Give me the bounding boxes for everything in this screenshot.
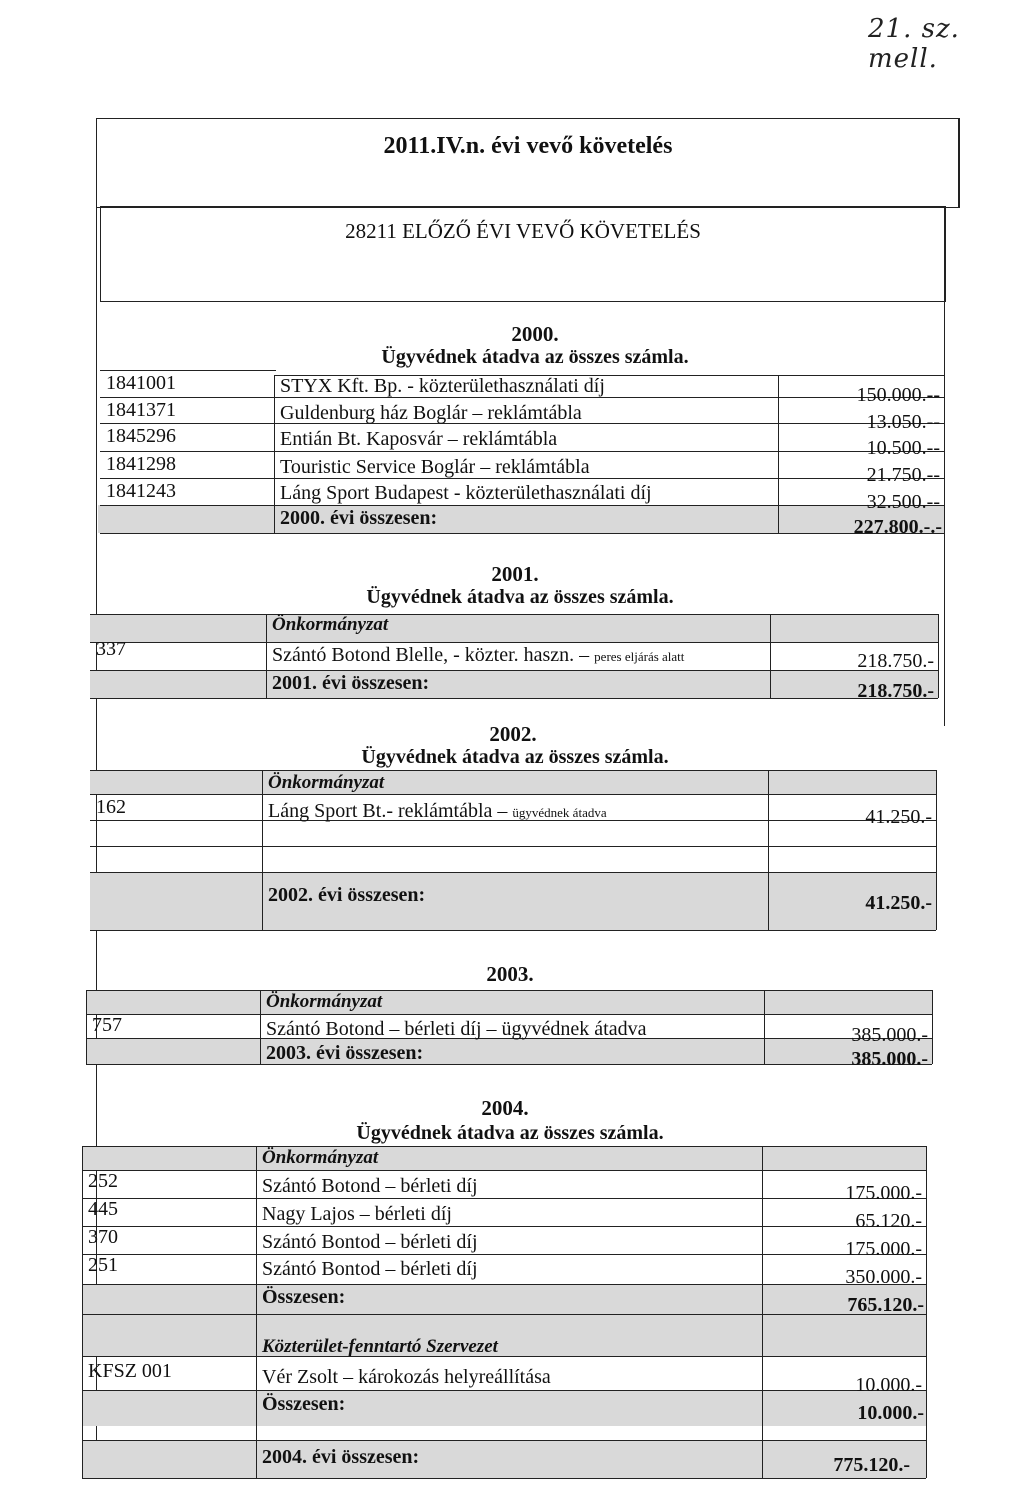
- invoice-description: Láng Sport Budapest - közterülethasználati díj: [280, 482, 652, 504]
- invoice-code: 337: [96, 638, 126, 660]
- invoice-code: 1845296: [106, 425, 176, 447]
- total-amount: 227.800.-.-: [853, 516, 942, 538]
- year-2001-heading: 2001.: [491, 562, 539, 586]
- invoice-description: Szántó Botond – bérleti díj – ügyvédnek átadva: [266, 1018, 647, 1040]
- invoice-code: 162: [96, 796, 126, 818]
- invoice-description: [268, 800, 607, 824]
- subtitle-box: [100, 206, 946, 302]
- invoice-description: STYX Kft. Bp. - közterülethasználati díj: [280, 375, 605, 397]
- invoice-code: 251: [88, 1254, 118, 1276]
- description-note: peres eljárás alatt: [594, 649, 685, 664]
- year-2003-heading: 2003.: [486, 962, 534, 986]
- invoice-amount: 10.500.--: [866, 437, 940, 459]
- section-label: Önkormányzat: [272, 614, 389, 635]
- invoice-description: Touristic Service Boglár – reklámtábla: [280, 456, 590, 478]
- invoice-amount: 10.000.-: [855, 1374, 922, 1396]
- section-label: Önkormányzat: [262, 1147, 379, 1168]
- total-label: 2001. évi összesen:: [272, 672, 430, 694]
- year-2004-note: Ügyvédnek átadva az összes számla.: [356, 1122, 664, 1144]
- invoice-code: 370: [88, 1226, 118, 1248]
- invoice-description: Szántó Bontod – bérleti díj: [262, 1258, 478, 1280]
- year-2002-heading: 2002.: [489, 722, 537, 746]
- invoice-amount: 32.500.--: [866, 491, 940, 513]
- invoice-amount: 65.120.-: [855, 1210, 922, 1232]
- invoice-code: 252: [88, 1170, 118, 1192]
- year-2000-note: Ügyvédnek átadva az összes számla.: [381, 346, 689, 368]
- year-2004-heading: 2004.: [481, 1096, 529, 1120]
- invoice-code: 1841298: [106, 453, 176, 475]
- total-amount: 775.120.-: [833, 1454, 910, 1476]
- year-2001-note: Ügyvédnek átadva az összes számla.: [366, 586, 674, 608]
- invoice-amount: 385.000.-: [851, 1024, 928, 1046]
- invoice-amount: 41.250.-: [865, 806, 932, 828]
- subtotal-label: Összesen:: [262, 1286, 346, 1308]
- handwritten-annex-note: 21. sz. mell.: [868, 14, 960, 74]
- invoice-description: Entián Bt. Kaposvár – reklámtábla: [280, 428, 558, 450]
- outer-frame: [96, 118, 960, 208]
- invoice-code: 1841243: [106, 480, 176, 502]
- page-title: 2011.IV.n. évi vevő követelés: [383, 133, 673, 159]
- description-note: ügyvédnek átadva: [512, 805, 607, 820]
- invoice-description: Vér Zsolt – károkozás helyreállítása: [262, 1366, 551, 1388]
- year-2000-heading: 2000.: [511, 322, 559, 346]
- invoice-description: Szántó Bontod – bérleti díj: [262, 1231, 478, 1253]
- section-label: Önkormányzat: [268, 772, 385, 793]
- description-main: Láng Sport Bt.- reklámtábla –: [268, 800, 508, 822]
- invoice-description: Nagy Lajos – bérleti díj: [262, 1203, 452, 1225]
- invoice-amount: 218.750.-: [857, 650, 934, 672]
- section-label: Önkormányzat: [266, 991, 383, 1012]
- total-label: 2003. évi összesen:: [266, 1042, 424, 1064]
- invoice-amount: 150.000.--: [856, 384, 940, 406]
- invoice-amount: 21.750.--: [866, 464, 940, 486]
- subtotal-label: Összesen:: [262, 1393, 346, 1415]
- subtotal-amount: 765.120.-: [847, 1294, 924, 1316]
- total-label: 2002. évi összesen:: [268, 884, 426, 906]
- invoice-code: 1841371: [106, 399, 176, 421]
- section-label: Közterület-fenntartó Szervezet: [262, 1336, 498, 1357]
- invoice-amount: 13.050.--: [866, 411, 940, 433]
- invoice-amount: 175.000.-: [845, 1238, 922, 1260]
- description-main: Szántó Botond Blelle, - közter. haszn. –: [272, 644, 590, 666]
- section-subtitle: 28211 ELŐZŐ ÉVI VEVŐ KÖVETELÉS: [345, 219, 701, 243]
- total-amount: 218.750.-: [857, 680, 934, 702]
- invoice-code: 1841001: [106, 372, 176, 394]
- total-label: 2004. évi összesen:: [262, 1446, 420, 1468]
- invoice-code: KFSZ 001: [88, 1360, 172, 1382]
- invoice-description: Guldenburg ház Boglár – reklámtábla: [280, 402, 582, 424]
- total-label: 2000. évi összesen:: [280, 507, 438, 529]
- invoice-code: 445: [88, 1198, 118, 1220]
- total-amount: 385.000.-: [851, 1048, 928, 1070]
- invoice-amount: 175.000.-: [845, 1182, 922, 1204]
- invoice-description: [272, 644, 684, 668]
- invoice-amount: 350.000.-: [845, 1266, 922, 1288]
- year-2002-note: Ügyvédnek átadva az összes számla.: [361, 746, 669, 768]
- total-amount: 41.250.-: [865, 892, 932, 914]
- subtotal-amount: 10.000.-: [857, 1402, 924, 1424]
- invoice-code: 757: [92, 1014, 122, 1036]
- invoice-description: Szántó Botond – bérleti díj: [262, 1175, 478, 1197]
